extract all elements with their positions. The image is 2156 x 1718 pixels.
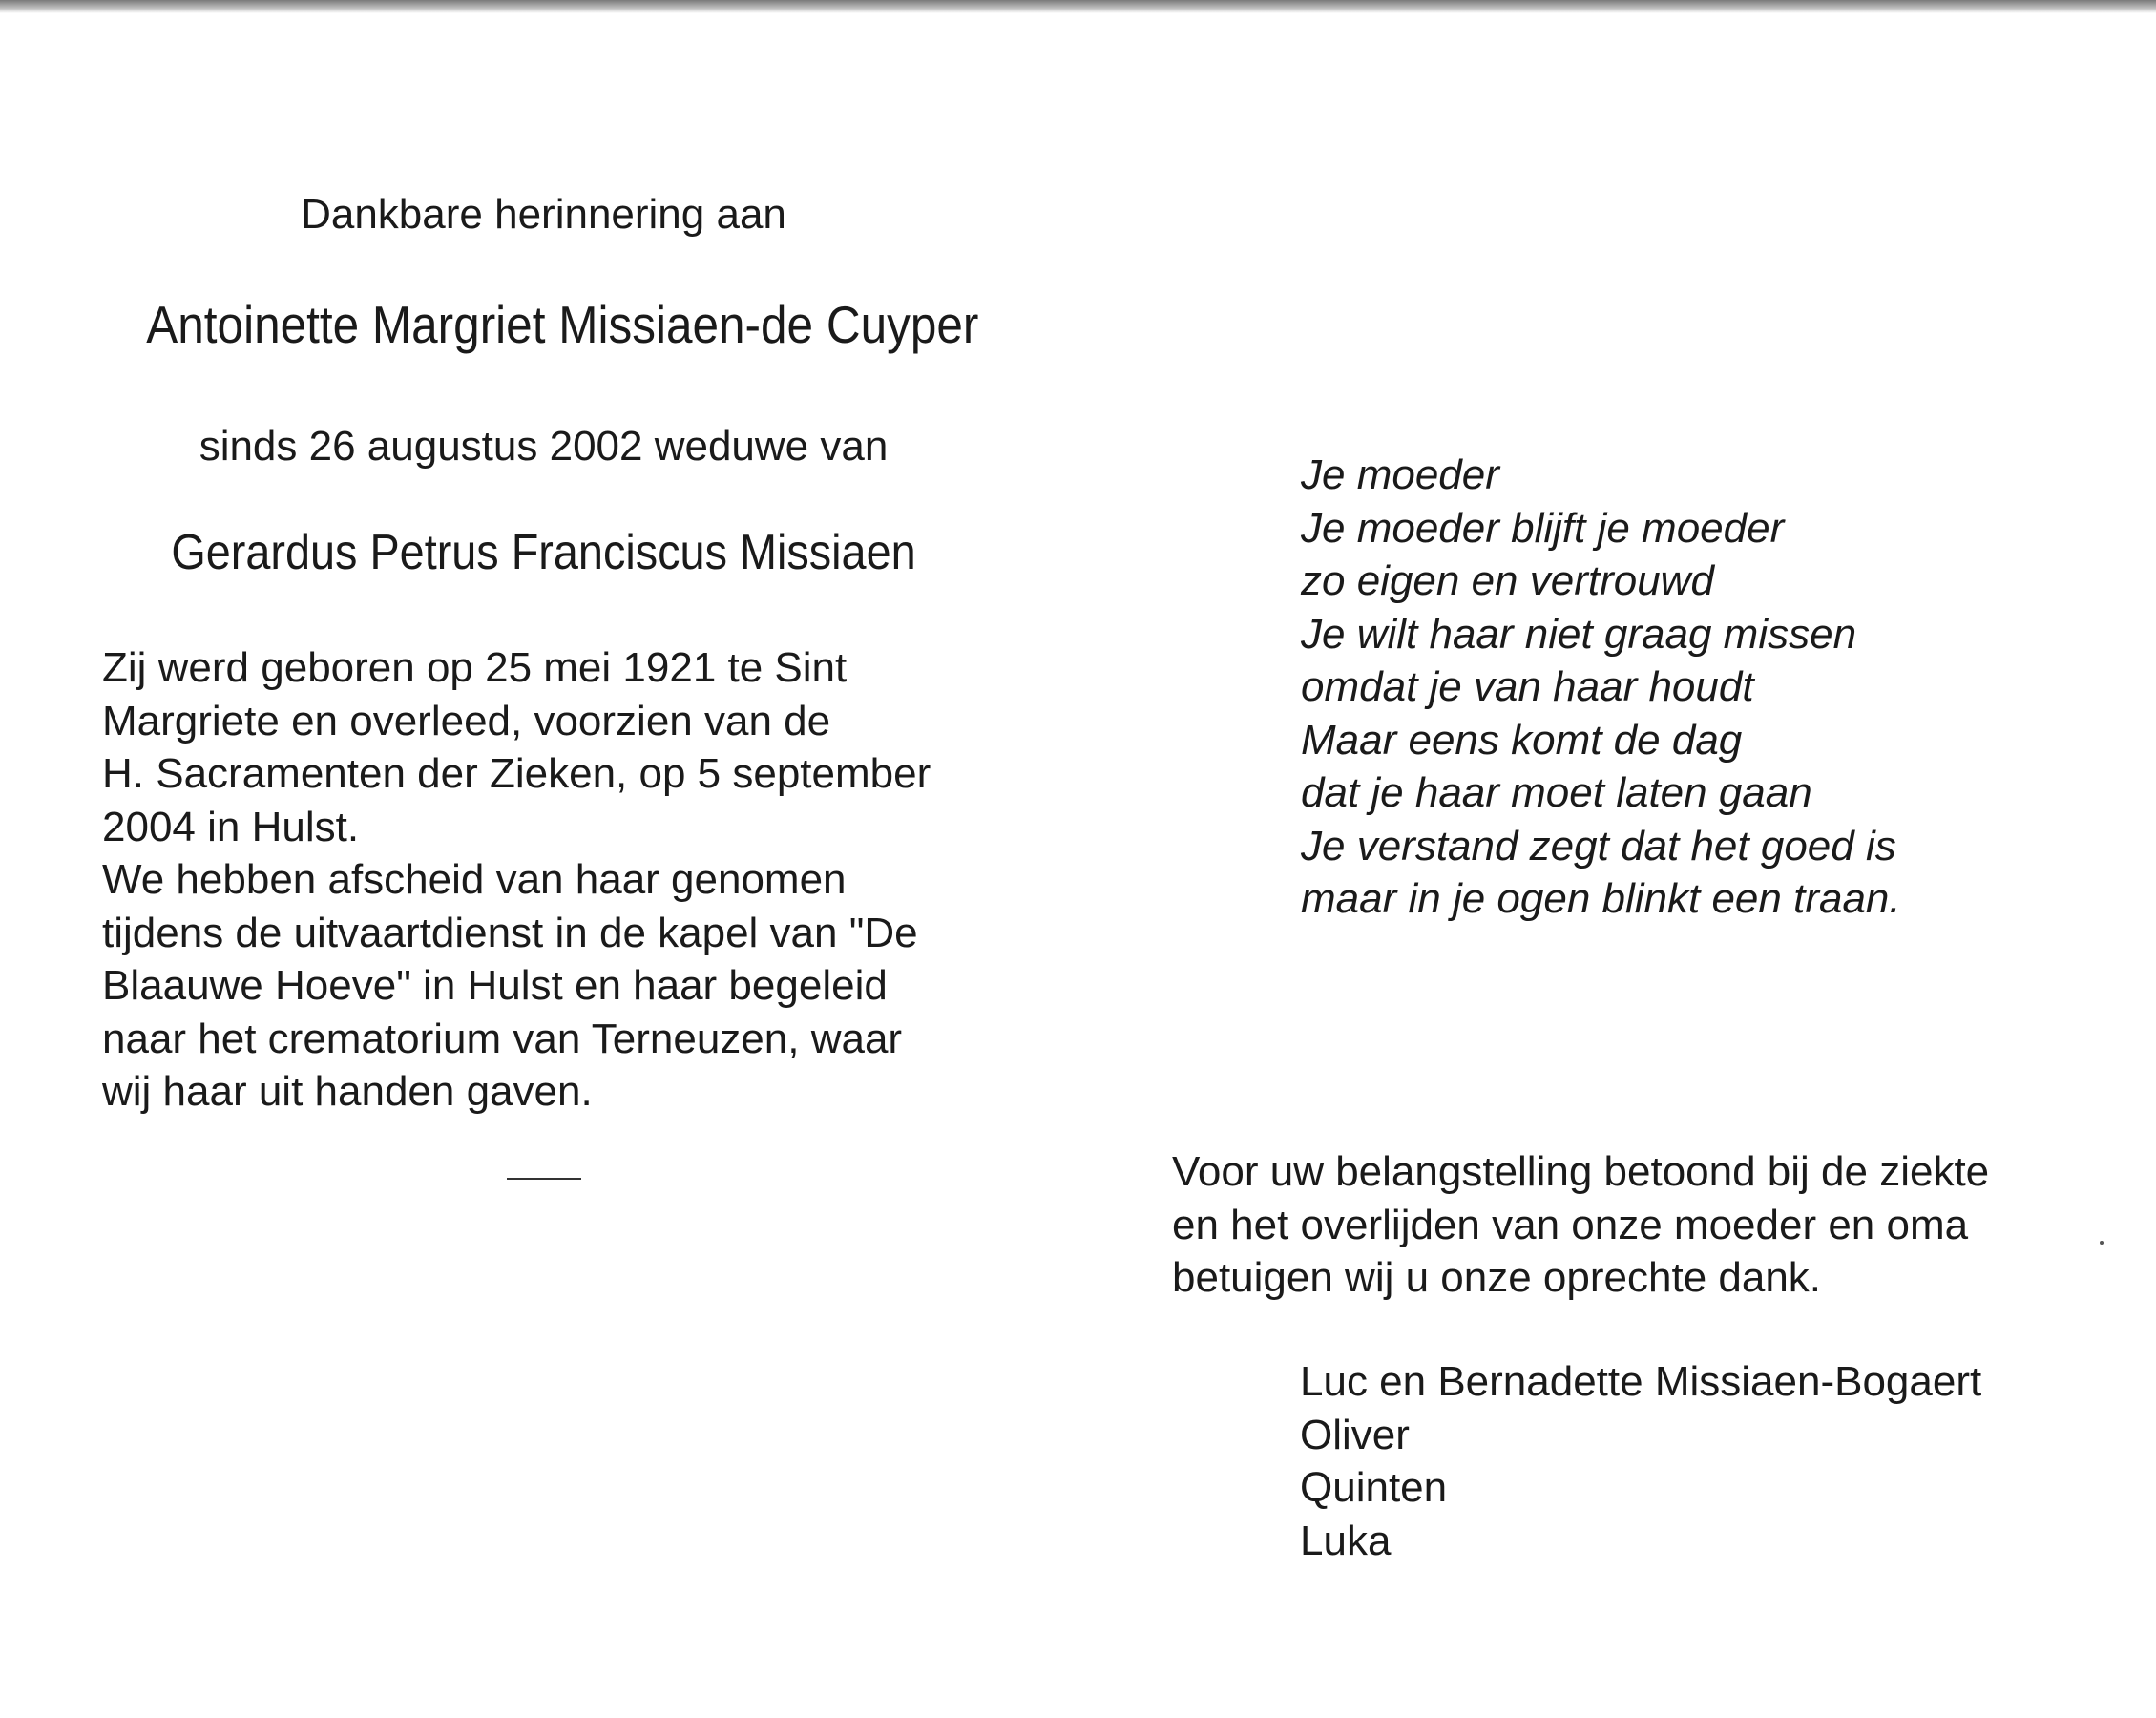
separator-line: [507, 1178, 581, 1180]
poem-line: maar in je ogen blinkt een traan.: [1301, 875, 1901, 922]
poem-line: zo eigen en vertrouwd: [1301, 557, 1714, 604]
signatory: Luka: [1300, 1517, 1392, 1564]
card-top-edge: [0, 0, 2156, 13]
bio-line: We hebben afscheid van haar genomen: [102, 856, 847, 903]
poem-line: omdat je van haar houdt: [1301, 663, 1754, 710]
poem: [1301, 449, 2026, 926]
bio-line: tijdens de uitvaartdienst in de kapel van "De: [102, 909, 918, 956]
signatories: [1300, 1355, 1981, 1567]
thanks-line: Voor uw belangstelling betoond bij de ziekte: [1172, 1148, 1990, 1195]
thanks-line: en het overlijden van onze moeder en oma: [1172, 1201, 1969, 1248]
signatory: Luc en Bernadette Missiaen-Bogaert: [1300, 1358, 1982, 1405]
bio-line: Margriete en overleed, voorzien van de: [102, 697, 831, 744]
poem-line: Je moeder: [1301, 451, 1499, 498]
poem-line: Maar eens komt de dag: [1301, 716, 1743, 764]
bio-line: wij haar uit handen gaven.: [102, 1068, 593, 1115]
bio-line: 2004 in Hulst.: [102, 803, 360, 850]
poem-line: dat je haar moet laten gaan: [1301, 769, 1812, 816]
paper-speck: [2100, 1241, 2104, 1245]
biography: [102, 641, 985, 1119]
signatory: Quinten: [1300, 1464, 1448, 1511]
thanks-line: betuigen wij u onze oprechte dank.: [1172, 1254, 1822, 1301]
bio-line: naar het crematorium van Terneuzen, waar: [102, 1015, 903, 1062]
bio-line: Blaauwe Hoeve" in Hulst en haar begeleid: [102, 962, 888, 1009]
memorial-left-panel: [102, 186, 985, 1180]
thank-you-note: [1172, 1145, 2060, 1305]
poem-line: Je moeder blijft je moeder: [1301, 504, 1785, 552]
deceased-name: Antoinette Margriet Missiaen-de Cuyper: [146, 295, 979, 354]
widow-line: sinds 26 augustus 2002 weduwe van: [199, 423, 889, 470]
poem-line: Je wilt haar niet graag missen: [1301, 610, 1857, 658]
poem-line: Je verstand zegt dat het goed is: [1301, 822, 1896, 869]
signatory: Oliver: [1300, 1411, 1410, 1458]
poem-panel: [1172, 449, 2062, 926]
bio-line: H. Sacramenten der Zieken, op 5 september: [102, 750, 931, 797]
husband-name: Gerardus Petrus Franciscus Missiaen: [171, 525, 916, 580]
intro-heading: Dankbare herinnering aan: [301, 191, 786, 238]
bio-line: Zij werd geboren op 25 mei 1921 te Sint: [102, 644, 848, 691]
